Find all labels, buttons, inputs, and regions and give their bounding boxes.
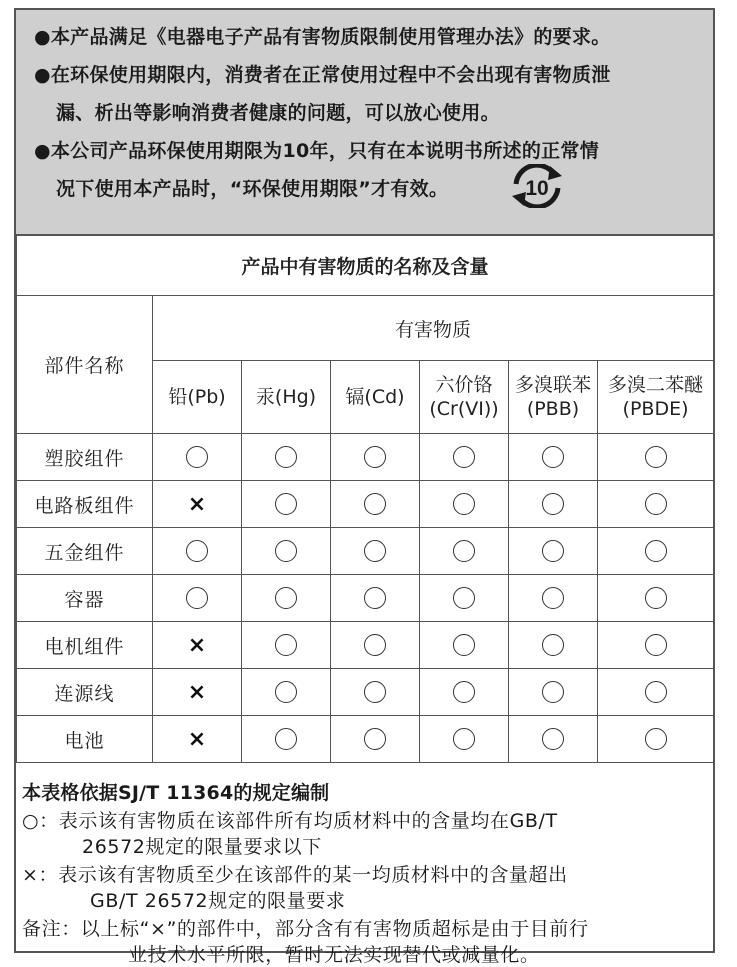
mark-cell: [420, 481, 509, 528]
mark-cell: [598, 716, 714, 763]
mark-cell: [153, 481, 242, 528]
hazardous-substance-table: [16, 234, 714, 763]
mark-cell: [153, 622, 242, 669]
table-row: [17, 528, 714, 575]
compliant-circle-icon: [275, 728, 297, 750]
mark-cell: [331, 716, 420, 763]
compliant-circle-icon: [645, 493, 667, 515]
mark-cell: [242, 669, 331, 716]
part-name-cell: 五金组件: [17, 528, 153, 575]
table-row: [17, 575, 714, 622]
cross-note-line-2: GB/T 26572规定的限量要求: [90, 890, 346, 912]
substance-header: [331, 361, 420, 434]
compliant-circle-icon: [542, 681, 564, 703]
substance-label: 汞(Hg): [255, 386, 317, 408]
part-name-cell: 塑胶组件: [17, 434, 153, 481]
substance-label: (PBDE): [622, 398, 689, 420]
mark-cell: [509, 575, 598, 622]
mark-cell: [153, 669, 242, 716]
substance-header: [242, 361, 331, 434]
table-row: [17, 481, 714, 528]
mark-cell: [509, 481, 598, 528]
rohs-sheet: [14, 8, 715, 966]
mark-cell: [331, 434, 420, 481]
standard-note: 本表格依据SJ/T 11364的规定编制: [22, 782, 330, 804]
remark-line-1: 备注：以上标“×”的部件中，部分含有有害物质超标是由于目前行: [22, 918, 589, 940]
notice-line-5: 况下使用本产品时，“环保使用期限”才有效。: [56, 178, 449, 200]
compliant-circle-icon: [645, 728, 667, 750]
compliant-circle-icon: [275, 634, 297, 656]
compliant-circle-icon: [645, 681, 667, 703]
mark-cell: [153, 716, 242, 763]
compliant-circle-icon: [275, 446, 297, 468]
substance-label: (Cr(VI)): [429, 398, 499, 420]
mark-cell: [331, 669, 420, 716]
substance-header: [153, 361, 242, 434]
mark-cell: [153, 575, 242, 622]
part-name-cell: 电路板组件: [17, 481, 153, 528]
compliant-circle-icon: [542, 446, 564, 468]
mark-cell: [331, 575, 420, 622]
compliant-circle-icon: [364, 493, 386, 515]
mark-cell: [242, 622, 331, 669]
hazardous-substance-header: 有害物质: [153, 296, 714, 361]
cross-note-line-1: ×：表示该有害物质至少在该部件的某一均质材料中的含量超出: [22, 864, 568, 886]
mark-cell: [242, 434, 331, 481]
compliant-circle-icon: [364, 587, 386, 609]
table-row: [17, 716, 714, 763]
mark-cell: [153, 434, 242, 481]
mark-cell: [420, 622, 509, 669]
compliant-circle-icon: [453, 493, 475, 515]
compliant-circle-icon: [186, 540, 208, 562]
part-name-header: 部件名称: [17, 296, 153, 434]
compliant-circle-icon: [364, 728, 386, 750]
exceeds-cross-icon: ×: [187, 679, 207, 705]
compliant-circle-icon: [275, 540, 297, 562]
mark-cell: [598, 528, 714, 575]
table-body: [17, 434, 714, 763]
mark-cell: [331, 528, 420, 575]
remark-line-2: 业技术水平所限，暂时无法实现替代或减量化。: [128, 944, 540, 966]
substance-label: (PBB): [526, 398, 580, 420]
compliant-circle-icon: [364, 681, 386, 703]
mark-cell: [420, 434, 509, 481]
mark-cell: [242, 716, 331, 763]
notice-line-1: ●本产品满足《电器电子产品有害物质限制使用管理办法》的要求。: [34, 26, 611, 48]
notice-line-4: ●本公司产品环保使用期限为10年，只有在本说明书所述的正常情: [34, 140, 600, 162]
exceeds-cross-icon: ×: [187, 491, 207, 517]
mark-cell: [242, 528, 331, 575]
circle-note-line-1: ○：表示该有害物质在该部件所有均质材料中的含量均在GB/T: [22, 810, 558, 832]
compliant-circle-icon: [453, 446, 475, 468]
mark-cell: [242, 575, 331, 622]
mark-cell: [598, 622, 714, 669]
part-name-cell: 电机组件: [17, 622, 153, 669]
substance-header: [420, 361, 509, 434]
table-title: 产品中有害物质的名称及含量: [17, 235, 714, 296]
compliant-circle-icon: [364, 446, 386, 468]
compliant-circle-icon: [364, 540, 386, 562]
compliant-circle-icon: [542, 587, 564, 609]
exceeds-cross-icon: ×: [187, 726, 207, 752]
mark-cell: [420, 716, 509, 763]
compliant-circle-icon: [645, 540, 667, 562]
table-row: [17, 669, 714, 716]
circle-note-line-2: 26572规定的限量要求以下: [82, 836, 322, 858]
compliant-circle-icon: [542, 493, 564, 515]
compliant-circle-icon: [645, 634, 667, 656]
mark-cell: [509, 622, 598, 669]
mark-cell: [598, 434, 714, 481]
mark-cell: [420, 575, 509, 622]
mark-cell: [598, 669, 714, 716]
mark-cell: [153, 528, 242, 575]
substance-label: 多溴二苯醚: [608, 374, 704, 396]
mark-cell: [420, 528, 509, 575]
mark-cell: [598, 481, 714, 528]
substance-header: [509, 361, 598, 434]
substance-label: 镉(Cd): [345, 386, 405, 408]
mark-cell: [598, 575, 714, 622]
compliant-circle-icon: [453, 587, 475, 609]
compliant-circle-icon: [364, 634, 386, 656]
mark-cell: [331, 622, 420, 669]
mark-cell: [420, 669, 509, 716]
compliant-circle-icon: [453, 681, 475, 703]
substance-header: [598, 361, 714, 434]
compliant-circle-icon: [275, 587, 297, 609]
notice-line-2: ●在环保使用期限内，消费者在正常使用过程中不会出现有害物质泄: [34, 64, 611, 86]
compliant-circle-icon: [275, 681, 297, 703]
compliant-circle-icon: [645, 446, 667, 468]
compliant-circle-icon: [542, 728, 564, 750]
epup-10-year-icon: [508, 164, 566, 208]
compliant-circle-icon: [453, 634, 475, 656]
mark-cell: [509, 716, 598, 763]
compliant-circle-icon: [186, 446, 208, 468]
compliant-circle-icon: [275, 493, 297, 515]
compliant-circle-icon: [542, 540, 564, 562]
part-name-cell: 容器: [17, 575, 153, 622]
table-row: [17, 434, 714, 481]
notice-line-3: 漏、析出等影响消费者健康的问题，可以放心使用。: [56, 102, 500, 124]
exceeds-cross-icon: ×: [187, 632, 207, 658]
compliant-circle-icon: [542, 634, 564, 656]
environmental-notice: [16, 10, 713, 236]
substance-label: 铅(Pb): [168, 386, 226, 408]
mark-cell: [242, 481, 331, 528]
compliant-circle-icon: [645, 587, 667, 609]
compliant-circle-icon: [186, 587, 208, 609]
part-name-cell: 连源线: [17, 669, 153, 716]
substance-label: 多溴联苯: [514, 374, 591, 396]
substance-label: 六价铬: [435, 374, 493, 396]
mark-cell: [509, 669, 598, 716]
compliant-circle-icon: [453, 540, 475, 562]
part-name-cell: 电池: [17, 716, 153, 763]
mark-cell: [331, 481, 420, 528]
mark-cell: [509, 528, 598, 575]
compliant-circle-icon: [453, 728, 475, 750]
mark-cell: [509, 434, 598, 481]
epup-number: 10: [525, 177, 549, 200]
table-row: [17, 622, 714, 669]
